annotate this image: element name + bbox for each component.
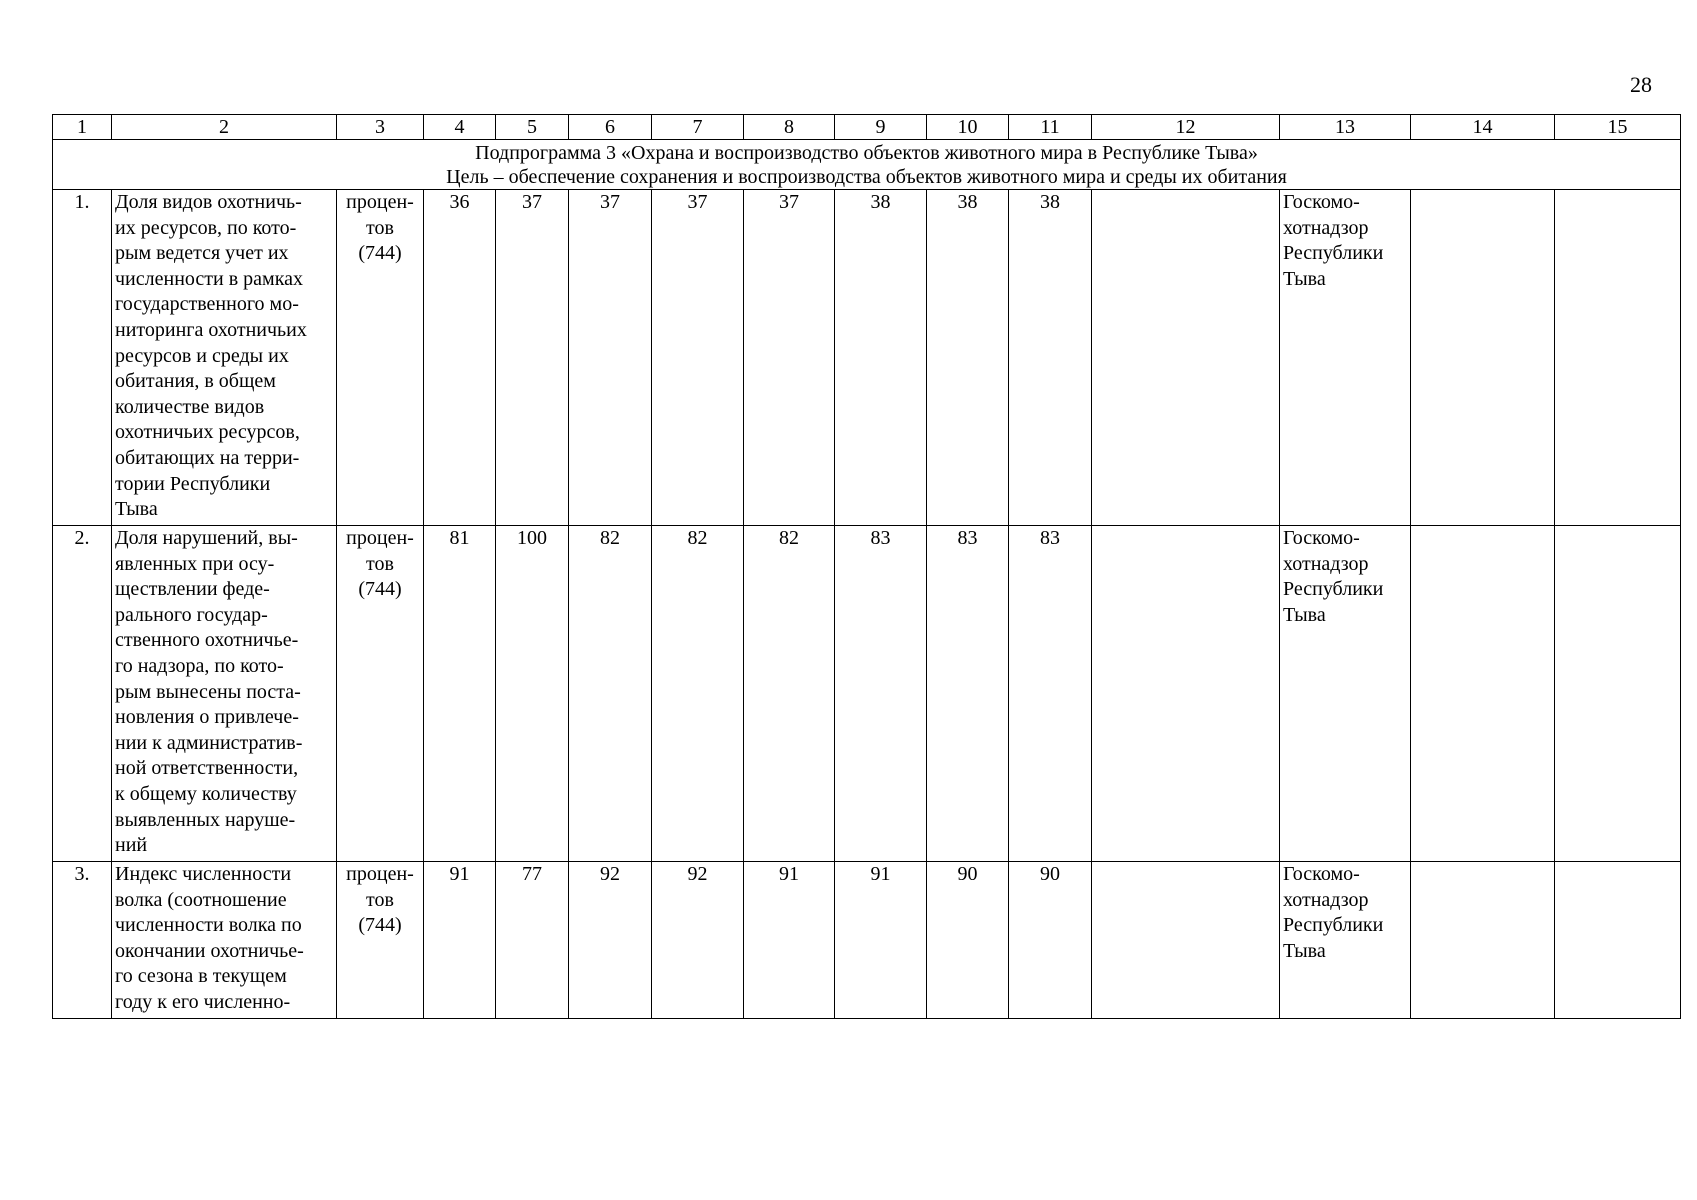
indicator-name-line: го надзора, по кото- — [115, 654, 284, 677]
indicator-name-line: Индекс численности — [115, 863, 292, 885]
column-number: 6 — [569, 115, 652, 140]
value-cell: 91 — [835, 862, 927, 1019]
column-number: 9 — [835, 115, 927, 140]
responsible-line: Тыва — [1283, 267, 1326, 290]
indicator-name-line: обитающих на терри- — [115, 446, 300, 469]
table-row — [53, 526, 1681, 862]
subprogram-cell — [53, 140, 1681, 190]
value-cell: 37 — [569, 190, 652, 526]
indicator-name-line: количестве видов — [115, 395, 265, 418]
unit-line: тов — [366, 888, 394, 911]
value-cell: 83 — [835, 526, 927, 862]
indicator-name-line: численности в рамках — [115, 267, 303, 290]
empty-cell — [1092, 862, 1280, 1019]
table-row — [53, 862, 1681, 1019]
subprogram-row — [53, 140, 1681, 190]
responsible-cell — [1280, 526, 1411, 862]
value-cell: 38 — [835, 190, 927, 526]
unit-line: процен- — [346, 191, 414, 213]
indicator-name-line: охотничьих ресурсов, — [115, 421, 300, 444]
indicator-name — [112, 526, 337, 862]
indicator-name-line: году к его численно- — [115, 990, 291, 1013]
indicator-name — [112, 190, 337, 526]
indicator-name-line: ний — [115, 834, 148, 857]
indicator-name-line: Доля нарушений, вы- — [115, 527, 298, 549]
responsible-line: хотнадзор — [1283, 888, 1369, 911]
value-cell: 37 — [744, 190, 835, 526]
indicator-name-line: государственного мо- — [115, 293, 299, 316]
row-number: 1. — [53, 190, 112, 526]
value-cell: 77 — [496, 862, 569, 1019]
unit-cell — [337, 526, 424, 862]
column-number: 10 — [927, 115, 1009, 140]
indicator-name-line: рым вынесены поста- — [115, 680, 301, 703]
indicator-name-line: ресурсов и среды их — [115, 344, 289, 367]
page-number: 28 — [1630, 72, 1652, 97]
indicator-name-line: обитания, в общем — [115, 370, 276, 393]
column-number: 2 — [112, 115, 337, 140]
column-number: 1 — [53, 115, 112, 140]
indicator-name-line: го сезона в текущем — [115, 965, 287, 988]
empty-cell — [1411, 526, 1555, 862]
value-cell: 36 — [424, 190, 496, 526]
column-number: 7 — [652, 115, 744, 140]
column-number: 15 — [1555, 115, 1681, 140]
column-number: 11 — [1009, 115, 1092, 140]
unit-line: (744) — [358, 914, 402, 937]
responsible-cell — [1280, 862, 1411, 1019]
row-number: 3. — [53, 862, 112, 1019]
column-number: 5 — [496, 115, 569, 140]
column-number: 14 — [1411, 115, 1555, 140]
value-cell: 90 — [1009, 862, 1092, 1019]
value-cell: 38 — [1009, 190, 1092, 526]
value-cell: 38 — [927, 190, 1009, 526]
empty-cell — [1555, 862, 1681, 1019]
unit-line: тов — [366, 552, 394, 575]
indicator-name-line: нии к административ- — [115, 731, 303, 754]
indicator-name-line: их ресурсов, по кото- — [115, 216, 297, 239]
column-number: 13 — [1280, 115, 1411, 140]
unit-line: (744) — [358, 578, 402, 601]
column-number-row — [53, 115, 1681, 140]
value-cell: 92 — [569, 862, 652, 1019]
indicator-name-line: рым ведется учет их — [115, 242, 289, 265]
responsible-line: хотнадзор — [1283, 216, 1369, 239]
column-number: 3 — [337, 115, 424, 140]
responsible-line: Госкомо- — [1283, 863, 1360, 885]
responsible-line: Тыва — [1283, 939, 1326, 962]
indicator-name-line: ственного охотничье- — [115, 629, 299, 652]
value-cell: 37 — [652, 190, 744, 526]
responsible-line: Республики — [1283, 242, 1384, 265]
value-cell: 91 — [424, 862, 496, 1019]
value-cell: 82 — [652, 526, 744, 862]
responsible-line: Тыва — [1283, 603, 1326, 626]
indicators-table — [52, 114, 1681, 1019]
indicator-name-line: рального государ- — [115, 603, 268, 626]
subprogram-title: Подпрограмма 3 «Охрана и воспроизводство объектов животного мира в Республике Тыва» — [475, 142, 1258, 164]
subprogram-goal: Цель – обеспечение сохранения и воспроизводства объектов животного мира и среды их обитания — [446, 166, 1287, 188]
responsible-line: хотнадзор — [1283, 552, 1369, 575]
empty-cell — [1411, 862, 1555, 1019]
table-row — [53, 190, 1681, 526]
empty-cell — [1092, 190, 1280, 526]
indicator-name-line: ниторинга охотничьих — [115, 318, 307, 341]
indicator-name-line: ществлении феде- — [115, 578, 270, 601]
unit-line: процен- — [346, 863, 414, 885]
row-number: 2. — [53, 526, 112, 862]
empty-cell — [1555, 526, 1681, 862]
column-number: 8 — [744, 115, 835, 140]
column-number: 4 — [424, 115, 496, 140]
responsible-line: Госкомо- — [1283, 527, 1360, 549]
empty-cell — [1411, 190, 1555, 526]
indicator-name-line: выявленных наруше- — [115, 808, 296, 831]
indicator-name-line: тории Республики — [115, 472, 271, 495]
indicator-name-line: к общему количеству — [115, 782, 297, 805]
unit-line: процен- — [346, 527, 414, 549]
column-number: 12 — [1092, 115, 1280, 140]
indicator-name-line: численности волка по — [115, 914, 302, 937]
indicator-name-line: волка (соотношение — [115, 888, 287, 911]
unit-cell — [337, 190, 424, 526]
value-cell: 81 — [424, 526, 496, 862]
value-cell: 82 — [744, 526, 835, 862]
responsible-line: Республики — [1283, 914, 1384, 937]
indicator-name-line: окончании охотничье- — [115, 939, 304, 962]
value-cell: 90 — [927, 862, 1009, 1019]
indicator-name-line: ной ответственности, — [115, 757, 299, 780]
unit-line: тов — [366, 216, 394, 239]
value-cell: 83 — [927, 526, 1009, 862]
indicator-name-line: Доля видов охотничь- — [115, 191, 302, 213]
responsible-cell — [1280, 190, 1411, 526]
indicator-name-line: явленных при осу- — [115, 552, 275, 575]
unit-cell — [337, 862, 424, 1019]
value-cell: 82 — [569, 526, 652, 862]
value-cell: 83 — [1009, 526, 1092, 862]
value-cell: 37 — [496, 190, 569, 526]
empty-cell — [1092, 526, 1280, 862]
value-cell: 91 — [744, 862, 835, 1019]
unit-line: (744) — [358, 242, 402, 265]
indicator-name — [112, 862, 337, 1019]
indicator-name-line: Тыва — [115, 498, 158, 521]
empty-cell — [1555, 190, 1681, 526]
value-cell: 92 — [652, 862, 744, 1019]
value-cell: 100 — [496, 526, 569, 862]
indicator-name-line: новления о привлече- — [115, 706, 299, 729]
responsible-line: Госкомо- — [1283, 191, 1360, 213]
responsible-line: Республики — [1283, 578, 1384, 601]
